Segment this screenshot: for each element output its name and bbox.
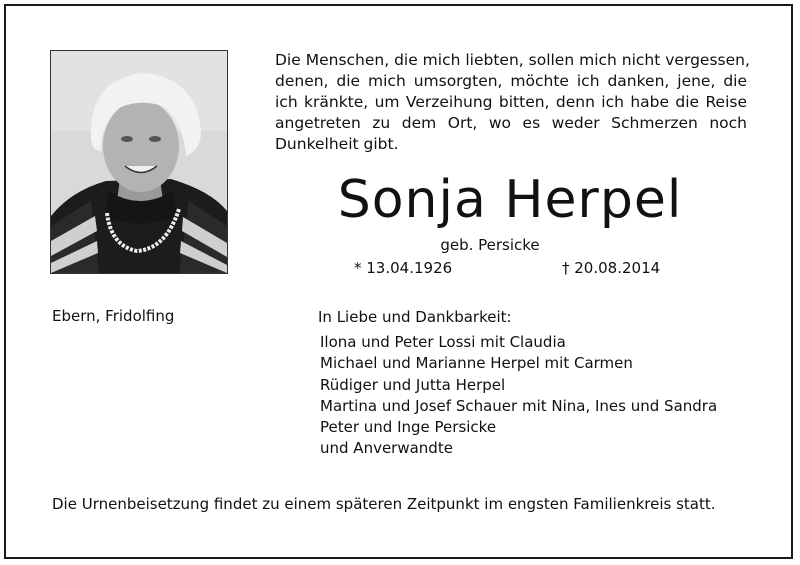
quote-line: Dunkelheit gibt. xyxy=(275,135,399,153)
birth-date: * 13.04.1926 xyxy=(354,259,453,277)
memorial-quote xyxy=(275,50,750,155)
quote-line: Die Menschen, die mich liebten, sollen mich nicht vergessen, xyxy=(275,51,750,69)
quote-line: ich kränkte, um Verzeihung bitten, denn ich habe die Reise xyxy=(275,93,747,111)
family-list xyxy=(320,332,717,460)
place-names: Ebern, Fridolfing xyxy=(52,307,175,325)
maiden-name: geb. Persicke xyxy=(440,236,540,254)
portrait-photo xyxy=(50,50,228,274)
family-member: Rüdiger und Jutta Herpel xyxy=(320,375,506,394)
quote-line: denen, die mich umsorgten, möchte ich danken, jene, die xyxy=(275,72,747,90)
death-date: † 20.08.2014 xyxy=(562,259,661,277)
burial-notice: Die Urnenbeisetzung findet zu einem späteren Zeitpunkt im engsten Familienkreis statt. xyxy=(52,495,716,513)
family-member: und Anverwandte xyxy=(320,439,453,458)
family-member: Ilona und Peter Lossi mit Claudia xyxy=(320,333,566,351)
family-member: Michael und Marianne Herpel mit Carmen xyxy=(320,354,633,373)
quote-line: angetreten zu dem Ort, wo es weder Schmerzen noch xyxy=(275,114,747,132)
thanks-heading: In Liebe und Dankbarkeit: xyxy=(318,308,512,326)
deceased-name: Sonja Herpel xyxy=(337,170,683,230)
family-member: Martina und Josef Schauer mit Nina, Ines und Sandra xyxy=(320,396,718,415)
family-member: Peter und Inge Persicke xyxy=(320,418,497,437)
